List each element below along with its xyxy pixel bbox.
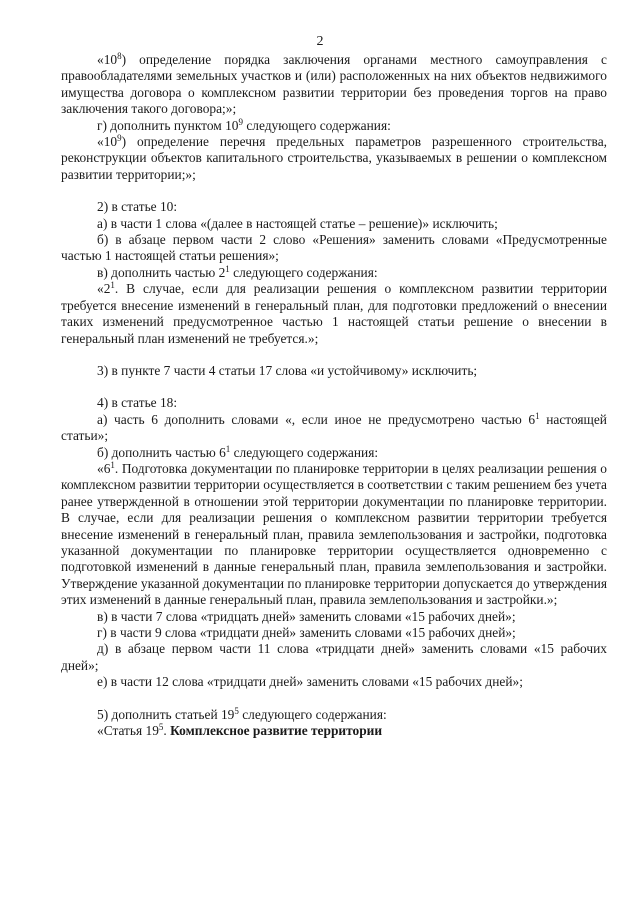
paragraph-p10: [61, 395, 607, 411]
text-run: б) дополнить частью 6: [97, 444, 226, 460]
paragraph-p11: [61, 412, 607, 445]
text-run: . Подготовка документации по планировке территории в целях реализации решения о комплексном развитии территории осуществляется в соответствии с таким решением без учета ранее утвержденной в отношении этой территории документации по планировке территории. В случае, если для реализации решения о комплексном развитии территории требуется внесение изменений в генеральный план, правила землепользования и застройки, подготовка указанной документации по планировке территории осуществляется одновременно с подготовкой изменений в данные генеральный план, правила землепользования и застройки. Утверждение указанной документации по планировке территории допускается до утверждения этих изменений в данные генеральный план, правила землепользования и застройки.»;: [61, 460, 607, 608]
paragraph-p16: [61, 641, 607, 674]
text-run: в) дополнить частью 2: [97, 264, 226, 280]
paragraph-p14: [61, 609, 607, 625]
paragraph-p19: [61, 723, 607, 739]
paragraph-p15: [61, 625, 607, 641]
superscript: 5: [234, 705, 239, 716]
text-run: следующего содержания:: [243, 117, 391, 133]
text-run: а) в части 1 слова «(далее в настоящей статье – решение)» исключить;: [97, 215, 498, 231]
text-run: следующего содержания:: [238, 706, 387, 722]
text-run: «2: [97, 281, 111, 297]
paragraph-spacer: [61, 183, 607, 199]
superscript: 1: [110, 459, 115, 470]
bold-heading: Комплексное развитие территории: [170, 723, 383, 739]
text-run: 3) в пункте 7 части 4 статьи 17 слова «и устойчивому» исключить;: [97, 362, 478, 378]
paragraph-p5: [61, 216, 607, 232]
text-run: «10: [97, 134, 118, 150]
text-run: 2) в статье 10:: [97, 199, 178, 215]
paragraph-p3: [61, 134, 607, 183]
paragraph-p8: [61, 281, 607, 347]
superscript: 8: [117, 51, 122, 61]
text-run: ) определение перечня предельных параметров разрешенного строительства, реконструкции объектов капитального строительства, указываемых в решении о комплексном развитии территории;»;: [61, 134, 607, 182]
paragraph-spacer: [61, 379, 607, 395]
page-number: 2: [316, 34, 324, 49]
paragraph-p18: [61, 707, 607, 723]
text-run: д) в абзаце первом части 11 слова «тридцати дней» заменить словами «15 рабочих дней»;: [61, 641, 607, 673]
paragraph-p9: [61, 363, 607, 379]
text-run: е) в части 12 слова «тридцати дней» заменить словами «15 рабочих дней»;: [97, 674, 523, 690]
text-run: «Статья 19: [97, 723, 159, 739]
text-run: следующего содержания:: [229, 264, 378, 280]
paragraph-p12: [61, 445, 607, 461]
text-run: следующего содержания:: [230, 444, 379, 460]
text-run: в) в части 7 слова «тридцать дней» заменить словами «15 рабочих дней»;: [97, 608, 516, 624]
text-run: б) в абзаце первом части 2 слово «Решения» заменить словами «Предусмотренные частью 1 настоящей статьи решения»;: [61, 232, 607, 264]
superscript: 1: [225, 263, 230, 274]
superscript: 1: [110, 280, 115, 291]
superscript: 9: [117, 133, 122, 144]
text-run: ) определение порядка заключения органами местного самоуправления с правообладателями земельных участков и (или) расположенных на них объектов недвижимого имущества договора о комплексном развитии территории без проведения торгов на право заключения такого договора;»;: [61, 52, 607, 117]
text-run: г) дополнить пунктом 10: [97, 117, 239, 133]
text-run: .: [163, 723, 171, 739]
superscript: 5: [158, 722, 164, 733]
superscript: 1: [225, 443, 231, 454]
paragraph-p4: [61, 199, 607, 215]
text-run: настоящей статьи»;: [61, 411, 607, 444]
paragraph-p6: [61, 232, 607, 265]
text-run: г) в части 9 слова «тридцати дней» заменить словами «15 рабочих дней»;: [97, 625, 516, 640]
paragraph-spacer: [61, 347, 607, 363]
text-run: . В случае, если для реализации решения о комплексном развитии территории требуется внесение изменений в генеральный план, для подготовки предложений о внесении таких изменений предусмотренное частью 1 настоящей статьи решение о внесении в генеральный план изменений не требуется.»;: [61, 281, 607, 346]
superscript: 9: [238, 116, 243, 127]
text-run: «6: [97, 460, 111, 476]
paragraph-p17: [61, 674, 607, 690]
document-body: [61, 52, 607, 739]
paragraph-p7: [61, 265, 607, 281]
text-run: а) часть 6 дополнить словами «, если иное не предусмотрено частью 6: [97, 411, 536, 427]
text-run: «10: [97, 52, 118, 67]
text-run: 5) дополнить статьей 19: [97, 706, 235, 722]
paragraph-p13: [61, 461, 607, 609]
superscript: 1: [535, 410, 540, 421]
paragraph-p2: [61, 118, 607, 134]
paragraph-p1: [61, 52, 607, 118]
paragraph-spacer: [61, 691, 607, 707]
text-run: 4) в статье 18:: [97, 395, 178, 411]
